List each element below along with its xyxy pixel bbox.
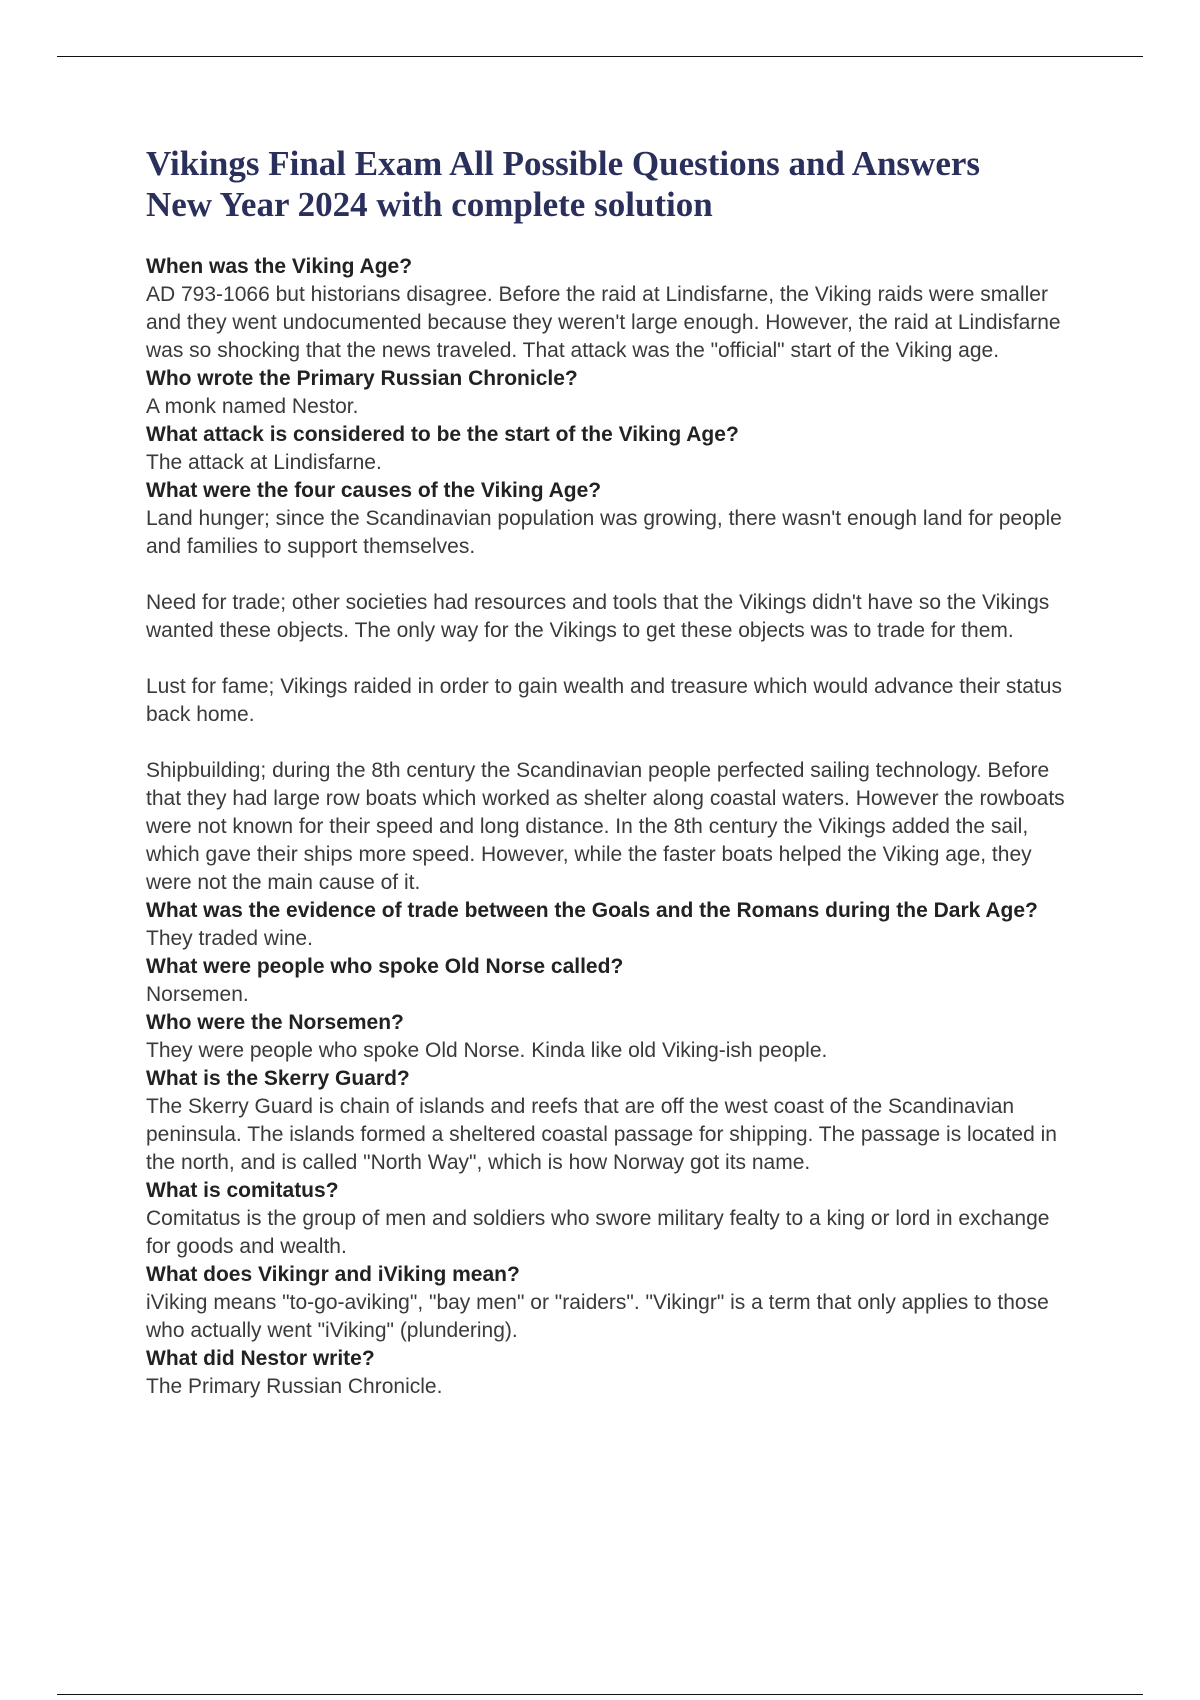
answer: The attack at Lindisfarne. <box>146 451 382 474</box>
question: What were the four causes of the Viking Age? <box>146 479 602 502</box>
answer: Shipbuilding; during the 8th century the Scandinavian people perfected sailing technology. Before that they had large row boats which worked as shelter along coastal waters. However the rowboats were not known for their speed and long distance. In the 8th century the Vikings added the sail, which gave their ships more speed. However, while the faster boats helped the Viking age, they were not the main cause of it. <box>146 759 1065 894</box>
question: What is comitatus? <box>146 1179 339 1202</box>
question: What is the Skerry Guard? <box>146 1067 410 1090</box>
answer: Lust for fame; Vikings raided in order to gain wealth and treasure which would advance their status back home. <box>146 675 1062 726</box>
title-line-1: Vikings Final Exam All Possible Questions and Answers <box>146 144 981 183</box>
answer: They were people who spoke Old Norse. Kinda like old Viking-ish people. <box>146 1039 828 1062</box>
answer: The Primary Russian Chronicle. <box>146 1375 443 1398</box>
bottom-rule <box>57 1694 1143 1695</box>
question: Who wrote the Primary Russian Chronicle? <box>146 367 578 390</box>
question: What attack is considered to be the start of the Viking Age? <box>146 423 739 446</box>
top-rule <box>57 56 1143 57</box>
question: When was the Viking Age? <box>146 255 413 278</box>
question: What does Vikingr and iViking mean? <box>146 1263 520 1286</box>
answer: Norsemen. <box>146 983 249 1006</box>
answer: A monk named Nestor. <box>146 395 359 418</box>
document-body <box>146 143 1066 1401</box>
answer: Land hunger; since the Scandinavian population was growing, there wasn't enough land for people and families to support themselves. <box>146 507 1062 558</box>
answer: They traded wine. <box>146 927 313 950</box>
answer: Comitatus is the group of men and soldiers who swore military fealty to a king or lord in exchange for goods and wealth. <box>146 1207 1050 1258</box>
qa-list <box>146 253 1066 1401</box>
answer: iViking means "to-go-aviking", "bay men" or "raiders". "Vikingr" is a term that only applies to those who actually went "iViking" (plundering). <box>146 1291 1049 1342</box>
question: What did Nestor write? <box>146 1347 375 1370</box>
question: Who were the Norsemen? <box>146 1011 404 1034</box>
answer: The Skerry Guard is chain of islands and reefs that are off the west coast of the Scandinavian peninsula. The islands formed a sheltered coastal passage for shipping. The passage is located in the north, and is called "North Way", which is how Norway got its name. <box>146 1095 1057 1174</box>
answer: AD 793-1066 but historians disagree. Before the raid at Lindisfarne, the Viking raids were smaller and they went undocumented because they weren't large enough. However, the raid at Lindisfarne was so shocking that the news traveled. That attack was the "official" start of the Viking age. <box>146 283 1061 362</box>
question: What was the evidence of trade between the Goals and the Romans during the Dark Age? <box>146 899 1038 922</box>
document-title <box>146 143 1066 225</box>
answer: Need for trade; other societies had resources and tools that the Vikings didn't have so the Vikings wanted these objects. The only way for the Vikings to get these objects was to trade for them. <box>146 591 1050 642</box>
question: What were people who spoke Old Norse called? <box>146 955 624 978</box>
title-line-2: New Year 2024 with complete solution <box>146 185 713 224</box>
